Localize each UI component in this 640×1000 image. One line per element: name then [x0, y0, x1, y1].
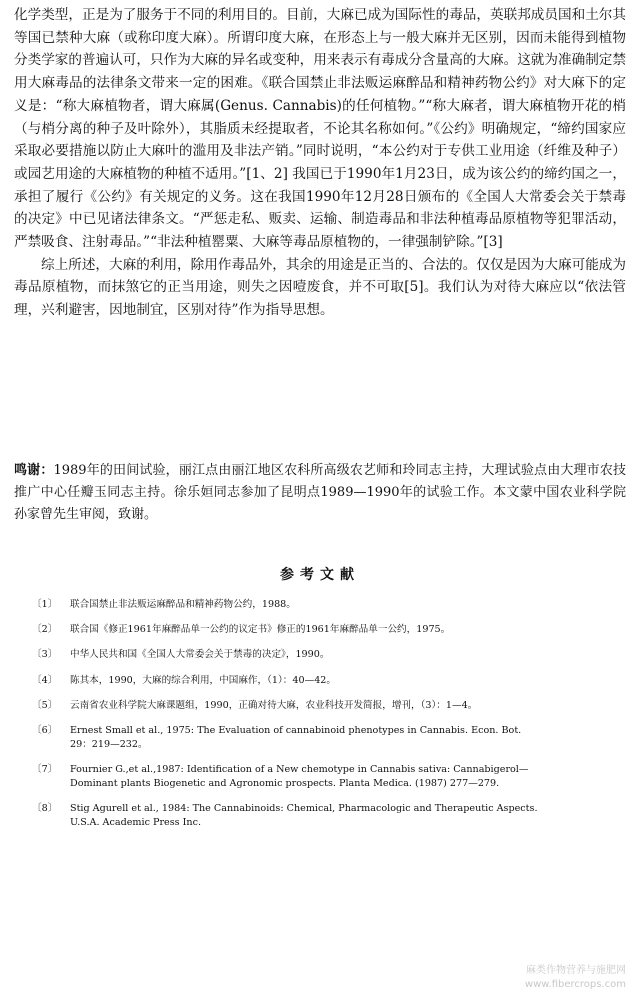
- reference-text-continued: U.S.A. Academic Press Inc.: [70, 817, 201, 829]
- reference-item-3: [32, 648, 628, 662]
- reference-number: 〔7〕: [32, 764, 58, 776]
- reference-number: 〔2〕: [32, 624, 58, 636]
- reference-item-4: [32, 674, 628, 688]
- references-title: 参考文献: [280, 567, 360, 583]
- reference-item-5: [32, 699, 628, 713]
- paragraph-1: 化学类型，正是为了服务于不同的利用目的。目前，大麻已成为国际性的毒品，英联邦成员国和土尔其等国已禁种大麻（或称印度大麻）。所谓印度大麻，在形态上与一般大麻并无区别，因而未能得到植物分类学家的普遍认可，只作为大麻的异名或变种，用来表示有毒成分含量高的大麻。这就为准确制定禁用大麻毒品的法律条文带来一定的困难。《联合国禁止非法贩运麻醉品和精神药物公约》对大麻下的定义是：“称大麻植物者，谓大麻属(Genus. Cannabis)的任何植物。”“称大麻者，谓大麻植物开花的梢（与梢分离的种子及叶除外），其脂质未经提取者，不论其名称如何。”《公约》明确规定，“缔约国家应采取必要措施以防止大麻叶的滥用及非法产销。”同时说明，“本公约对于专供工业用途（纤维及种子）或园艺用途的大麻植物的种植不适用。”[1、2] 我国已于1990年1月23日，成为该公约的缔约国之一，承担了履行《公约》有关规定的义务。这在我国1990年12月28日颁布的《全国人大常委会关于禁毒的决定》中已见诸法律条文。“严惩走私、贩卖、运输、制造毒品和非法种植毒品原植物等犯罪活动，严禁吸食、注射毒品。”“非法种植罂粟、大麻等毒品原植物的，一律强制铲除。”[3]: [14, 7, 626, 251]
- reference-item-7: [32, 763, 628, 791]
- reference-number: 〔6〕: [32, 724, 58, 736]
- reference-text: Ernest Small et al., 1975: The Evaluation of cannabinoid phenotypes in Cannabis. Econ. Bot.: [70, 724, 522, 736]
- reference-number: 〔1〕: [32, 599, 58, 610]
- watermark-site-url: www.fibercrops.com: [524, 979, 626, 990]
- reference-text: Stig Agurell et al., 1984: The Cannabinoids: Chemical, Pharmacologic and Therapeutic Aspects.: [70, 803, 538, 815]
- body-text: [14, 4, 626, 322]
- reference-text-continued: 29：219—232。: [70, 738, 148, 750]
- reference-text: 陈其本，1990，大麻的综合利用，中国麻作，（1）：40—42。: [70, 674, 336, 686]
- paragraph-2: 综上所述，大麻的利用，除用作毒品外，其余的用途是正当的、合法的。仅仅是因为大麻可能成为毒品原植物，而抹煞它的正当用途，则失之因噎废食，并不可取[5]。我们认为对待大麻应以“依法管理，兴利避害，因地制宜，区别对待”作为指导思想。: [14, 256, 626, 319]
- reference-item-1: [32, 598, 628, 612]
- acknowledgement: [14, 460, 626, 526]
- reference-item-6: [32, 724, 628, 752]
- reference-number: 〔8〕: [32, 803, 58, 815]
- reference-text: 云南省农业科学院大麻课题组，1990，正确对待大麻，农业科技开发简报，增刊，（3）：1—4。: [70, 699, 478, 711]
- reference-list: [32, 598, 628, 842]
- reference-item-2: [32, 623, 628, 637]
- watermark-site-name: 麻类作物营养与施肥网: [526, 965, 626, 976]
- reference-text-continued: Dominant plants Biogenetic and Agronomic prospects. Planta Medica. (1987) 277—279.: [70, 778, 500, 790]
- reference-number: 〔3〕: [32, 649, 58, 661]
- reference-number: 〔5〕: [32, 699, 58, 711]
- reference-number: 〔4〕: [32, 674, 58, 686]
- reference-item-8: [32, 802, 628, 830]
- reference-text: Fournier G.,et al.,1987: Identification of a New chemotype in Cannabis sativa: Cannabigerol—: [70, 764, 529, 776]
- site-watermark: [525, 964, 626, 992]
- reference-text: 联合国禁止非法贩运麻醉品和精神药物公约，1988。: [70, 599, 296, 610]
- acknowledgement-text: 1989年的田间试验，丽江点由丽江地区农科所高级农艺师和玲同志主持，大理试验点由大理市农技推广中心任瓣玉同志主持。徐乐姮同志参加了昆明点1989—1990年的试验工作。本文蒙中国农业科学院孙家曾先生审阅，致谢。: [14, 463, 626, 522]
- acknowledgement-heading: 鸣谢：: [14, 463, 54, 478]
- reference-text: 中华人民共和国《全国人大常委会关于禁毒的决定》，1990。: [70, 649, 330, 661]
- reference-text: 联合国《修正1961年麻醉品单一公约的议定书》修正的1961年麻醉品单一公约，1975。: [70, 624, 451, 636]
